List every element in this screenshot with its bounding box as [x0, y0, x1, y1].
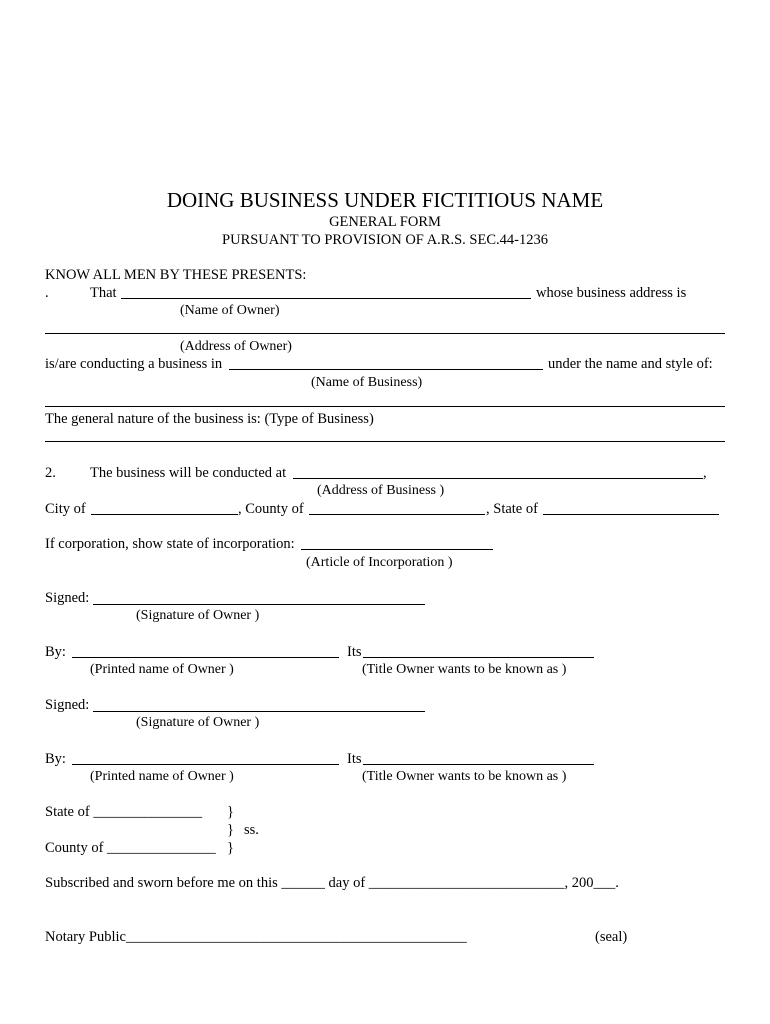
owner-address-field[interactable] — [45, 333, 725, 334]
section-2-number: 2. — [45, 465, 56, 481]
incorporation-state-field[interactable] — [301, 549, 493, 550]
form-subtitle: GENERAL FORM — [329, 214, 441, 230]
venue-ss: ss. — [244, 822, 259, 838]
address-of-business-caption: (Address of Business ) — [317, 483, 445, 498]
city-field[interactable] — [91, 514, 238, 515]
under-name-label: under the name and style of: — [548, 356, 713, 372]
section-1-number: . — [45, 285, 49, 301]
title-caption: (Title Owner wants to be known as ) — [362, 662, 567, 677]
conducted-at-label: The business will be conducted at — [90, 465, 287, 481]
by-label: By: — [45, 751, 66, 767]
venue-brace: } — [227, 822, 234, 838]
corporation-label: If corporation, show state of incorporation: — [45, 536, 295, 552]
that-label: That — [90, 285, 117, 301]
venue-state[interactable]: State of _______________ — [45, 804, 203, 820]
conducting-label: is/are conducting a business in — [45, 356, 223, 372]
jurat-text[interactable]: Subscribed and sworn before me on this ______ day of ___________________________, 200___. — [45, 875, 619, 891]
notary-public-line[interactable]: Notary Public_______________________________________________ — [45, 929, 467, 945]
county-label: , County of — [238, 501, 304, 517]
form-statute: PURSUANT TO PROVISION OF A.R.S. SEC.44-1236 — [222, 232, 548, 248]
state-label: , State of — [486, 501, 538, 517]
business-address-field[interactable] — [293, 478, 703, 479]
seal-label: (seal) — [595, 929, 628, 945]
city-label: City of — [45, 501, 86, 517]
owner-title-field[interactable] — [363, 764, 594, 765]
general-nature-label: The general nature of the business is: (Type of Business) — [45, 411, 374, 427]
signature-caption: (Signature of Owner ) — [136, 715, 260, 730]
signed-label: Signed: — [45, 697, 90, 713]
title-caption: (Title Owner wants to be known as ) — [362, 769, 567, 784]
its-label: Its — [347, 751, 362, 767]
printed-name-field[interactable] — [72, 657, 339, 658]
business-type-field[interactable] — [45, 441, 725, 442]
signed-label: Signed: — [45, 590, 90, 606]
owner-name-field[interactable] — [121, 298, 531, 299]
venue-county[interactable]: County of _______________ — [45, 840, 216, 856]
name-of-business-caption: (Name of Business) — [311, 375, 423, 390]
article-caption: (Article of Incorporation ) — [306, 555, 453, 570]
name-of-owner-caption: (Name of Owner) — [180, 303, 280, 318]
form-title: DOING BUSINESS UNDER FICTITIOUS NAME — [166, 188, 604, 212]
signature-field[interactable] — [93, 604, 425, 605]
whose-address-label: whose business address is — [536, 285, 687, 301]
printed-name-caption: (Printed name of Owner ) — [90, 662, 234, 677]
state-field[interactable] — [543, 514, 719, 515]
printed-name-field[interactable] — [72, 764, 339, 765]
owner-title-field[interactable] — [363, 657, 594, 658]
its-label: Its — [347, 644, 362, 660]
business-name-field[interactable] — [45, 406, 725, 407]
business-location-field[interactable] — [229, 369, 543, 370]
by-label: By: — [45, 644, 66, 660]
signature-field[interactable] — [93, 711, 425, 712]
county-field[interactable] — [309, 514, 485, 515]
signature-caption: (Signature of Owner ) — [136, 608, 260, 623]
intro-text: KNOW ALL MEN BY THESE PRESENTS: — [45, 267, 307, 283]
printed-name-caption: (Printed name of Owner ) — [90, 769, 234, 784]
address-of-owner-caption: (Address of Owner) — [180, 339, 292, 354]
venue-brace: } — [227, 840, 234, 856]
comma: , — [703, 465, 707, 481]
venue-brace: } — [227, 804, 234, 820]
